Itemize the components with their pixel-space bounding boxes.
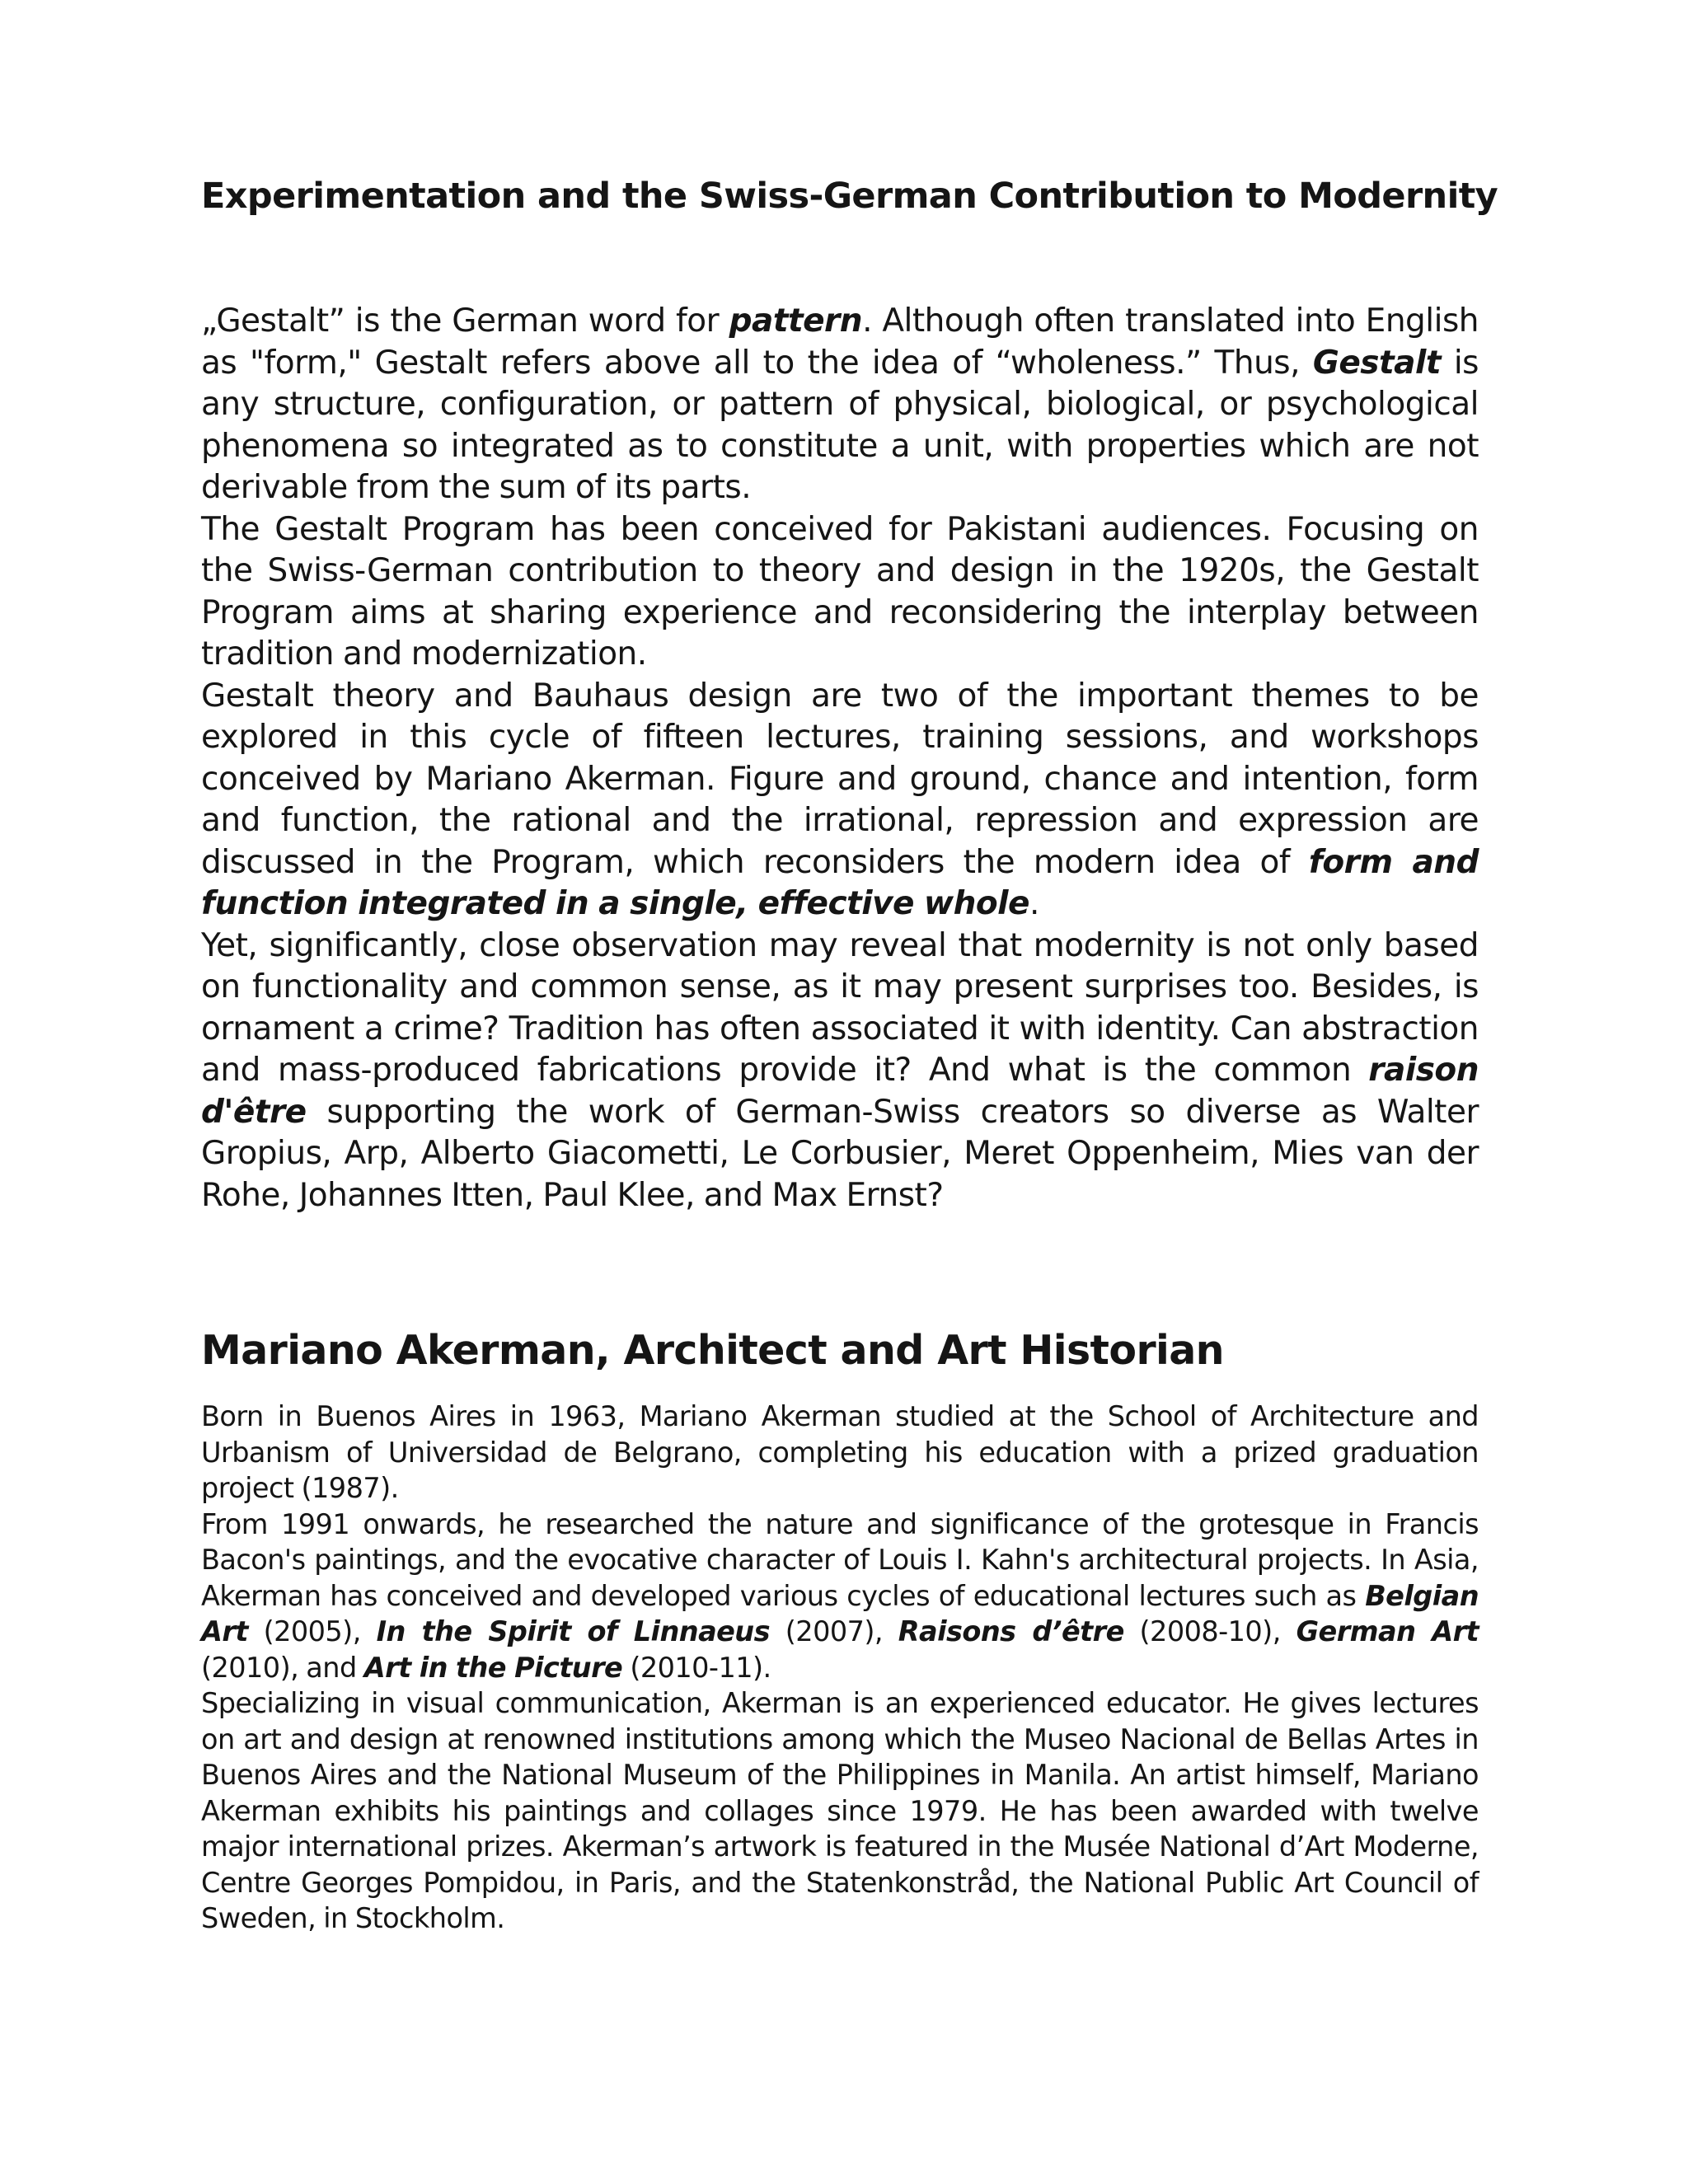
section-title-akerman: Mariano Akerman, Architect and Art Historian: [201, 1327, 1224, 1374]
paragraph-career: Specializing in visual communication, Akerman is an experienced educator. He gives lectures on art and design at renowned institutions among which the Museo Nacional de Bellas Artes in Buenos Aires and the National Museum of the Philippines in Manila. An artist himself, Mariano Akerman exhibits his paintings and collages since 1979. He has been awarded with twelve major international prizes. Akerman’s artwork is featured in the Musée National d’Art Moderne, Centre Georges Pompidou, in Paris, and the Statenkonstråd, the National Public Art Council of Sweden, in Stockholm.: [201, 1687, 1479, 1934]
emphasis-raisons-detre: Raisons d’être: [898, 1615, 1124, 1647]
text-run: . Although often translated into English as "form," Gestalt refers above all to the idea of “wholeness.” Thus,: [201, 302, 1479, 382]
text-run: supporting the work of German-Swiss creators so diverse as Walter Gropius, Arp, Alberto Giacometti, Le Corbusier, Meret Oppenheim, Mies van der Rohe, Johannes Itten, Paul Klee, and Max Ernst?: [201, 1093, 1479, 1214]
section-title-experimentation: Experimentation and the Swiss-German Contribution to Modernity: [201, 176, 1498, 217]
text-run: From 1991 onwards, he researched the nature and significance of the grotesque in Francis Bacon's paintings, and the evocative character of Louis I. Kahn's architectural projects. In Asia, Akerman has conceived and developed various cycles of educational lectures such as: [201, 1507, 1479, 1612]
text-run: (2005),: [247, 1615, 377, 1647]
emphasis-raison-detre: raison d'être: [201, 1052, 1479, 1131]
paragraph-themes: [201, 676, 1479, 926]
emphasis-pattern: pattern: [729, 302, 863, 340]
text-run: (2010-11).: [622, 1651, 771, 1684]
section-body-biography: [201, 1399, 1479, 1937]
emphasis-form-function: form and function integrated in a single, effective whole: [201, 843, 1479, 922]
emphasis-belgian-art: Belgian Art: [201, 1579, 1479, 1647]
text-run: .: [1029, 885, 1039, 922]
text-run: „Gestalt” is the German word for: [201, 302, 729, 340]
emphasis-art-in-the-picture: Art in the Picture: [363, 1651, 623, 1684]
paragraph-education: Born in Buenos Aires in 1963, Mariano Akerman studied at the School of Architecture and Urbanism of Universidad de Belgrano, completing his education with a prized graduation project (1987).: [201, 1400, 1479, 1504]
paragraph-research-lectures: [201, 1507, 1479, 1686]
emphasis-german-art: German Art: [1296, 1615, 1479, 1647]
text-run: Gestalt theory and Bauhaus design are two of the important themes to be explored in this cycle of fifteen lectures, training sessions, and workshops conceived by Mariano Akerman. Figure and ground, chance and intention, form and function, the rational and the irrational, repression and expression are discussed in the Program, which reconsiders the modern idea of: [201, 677, 1479, 881]
emphasis-gestalt: Gestalt: [1312, 344, 1441, 382]
text-run: (2007),: [770, 1615, 898, 1647]
paragraph-gestalt-program: The Gestalt Program has been conceived for Pakistani audiences. Focusing on the Swiss-German contribution to theory and design in the 1920s, the Gestalt Program aims at sharing experience and reconsidering the interplay between tradition and modernization.: [201, 510, 1479, 673]
paragraph-gestalt-definition: [201, 301, 1479, 509]
text-run: is any structure, configuration, or pattern of physical, biological, or psychological phenomena so integrated as to constitute a unit, with properties which are not derivable from the sum of its parts.: [201, 344, 1479, 506]
emphasis-linnaeus: In the Spirit of Linnaeus: [376, 1615, 770, 1647]
text-run: (2008-10),: [1123, 1615, 1296, 1647]
text-run: Yet, significantly, close observation may reveal that modernity is not only based on functionality and common sense, as it may present surprises too. Besides, is ornament a crime? Tradition has often associated it with identity. Can abstraction and mass-produced fabrications provide it? And what is the common: [201, 926, 1479, 1089]
section-body-gestalt: [201, 301, 1479, 1216]
text-run: (2010), and: [201, 1651, 364, 1684]
paragraph-modernity-questions: [201, 926, 1479, 1217]
